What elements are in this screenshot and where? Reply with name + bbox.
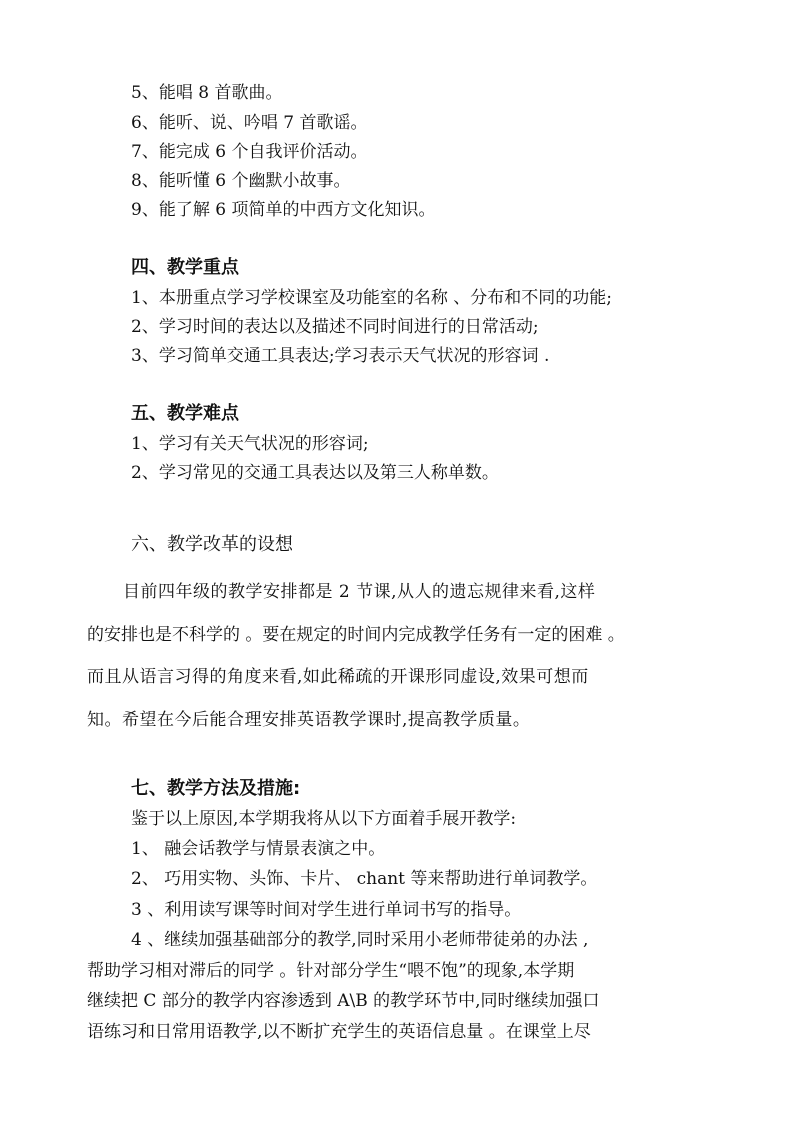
paragraph-line: 帮助学习相对滞后的同学 。针对部分学生“喂不饱”的现象,本学期: [87, 961, 575, 981]
list-item: 6、能听、说、吟唱 7 首歌谣。: [131, 113, 368, 133]
paragraph-line: 目前四年级的教学安排都是 2 节课,从人的遗忘规律来看,这样: [123, 582, 596, 602]
list-item: 4 、继续加强基础部分的教学,同时采用小老师带徒弟的办法 ,: [131, 930, 589, 950]
list-item: 7、能完成 6 个自我评价活动。: [131, 142, 368, 162]
paragraph-line: 继续把 C 部分的教学内容渗透到 A\B 的教学环节中,同时继续加强口: [87, 991, 600, 1011]
list-item: 3、学习简单交通工具表达;学习表示天气状况的形容词 .: [131, 346, 550, 366]
section-heading-reform-ideas: 六、教学改革的设想: [131, 534, 293, 555]
section-heading-teaching-methods: 七、教学方法及措施:: [131, 778, 301, 799]
list-item: 1、 融会话教学与情景表演之中。: [131, 839, 386, 859]
paragraph-line: 鉴于以上原因,本学期我将从以下方面着手展开教学:: [131, 809, 517, 829]
list-item: 8、能听懂 6 个幽默小故事。: [131, 171, 351, 191]
section-heading-teaching-difficulties: 五、教学难点: [131, 403, 239, 424]
paragraph-line: 的安排也是不科学的 。要在规定的时间内完成教学任务有一定的困难 。: [87, 625, 625, 645]
list-item: 1、学习有关天气状况的形容词;: [131, 434, 369, 454]
list-item: 2、 巧用实物、头饰、卡片、 chant 等来帮助进行单词教学。: [131, 869, 598, 889]
list-item: 1、本册重点学习学校课室及功能室的名称 、分布和不同的功能;: [131, 288, 612, 308]
paragraph-line: 而且从语言习得的角度来看,如此稀疏的开课形同虚设,效果可想而: [87, 667, 589, 687]
list-item: 5、能唱 8 首歌曲。: [131, 83, 283, 103]
list-item: 3 、利用读写课等时间对学生进行单词书写的指导。: [131, 900, 522, 920]
list-item: 9、能了解 6 项简单的中西方文化知识。: [131, 200, 436, 220]
paragraph-line: 知。希望在今后能合理安排英语教学课时,提高教学质量。: [87, 710, 531, 730]
section-heading-teaching-focus: 四、教学重点: [131, 257, 239, 278]
list-item: 2、学习时间的表达以及描述不同时间进行的日常活动;: [131, 317, 539, 337]
list-item: 2、学习常见的交通工具表达以及第三人称单数。: [131, 463, 499, 483]
paragraph-line: 语练习和日常用语教学,以不断扩充学生的英语信息量 。在课堂上尽: [87, 1022, 591, 1042]
